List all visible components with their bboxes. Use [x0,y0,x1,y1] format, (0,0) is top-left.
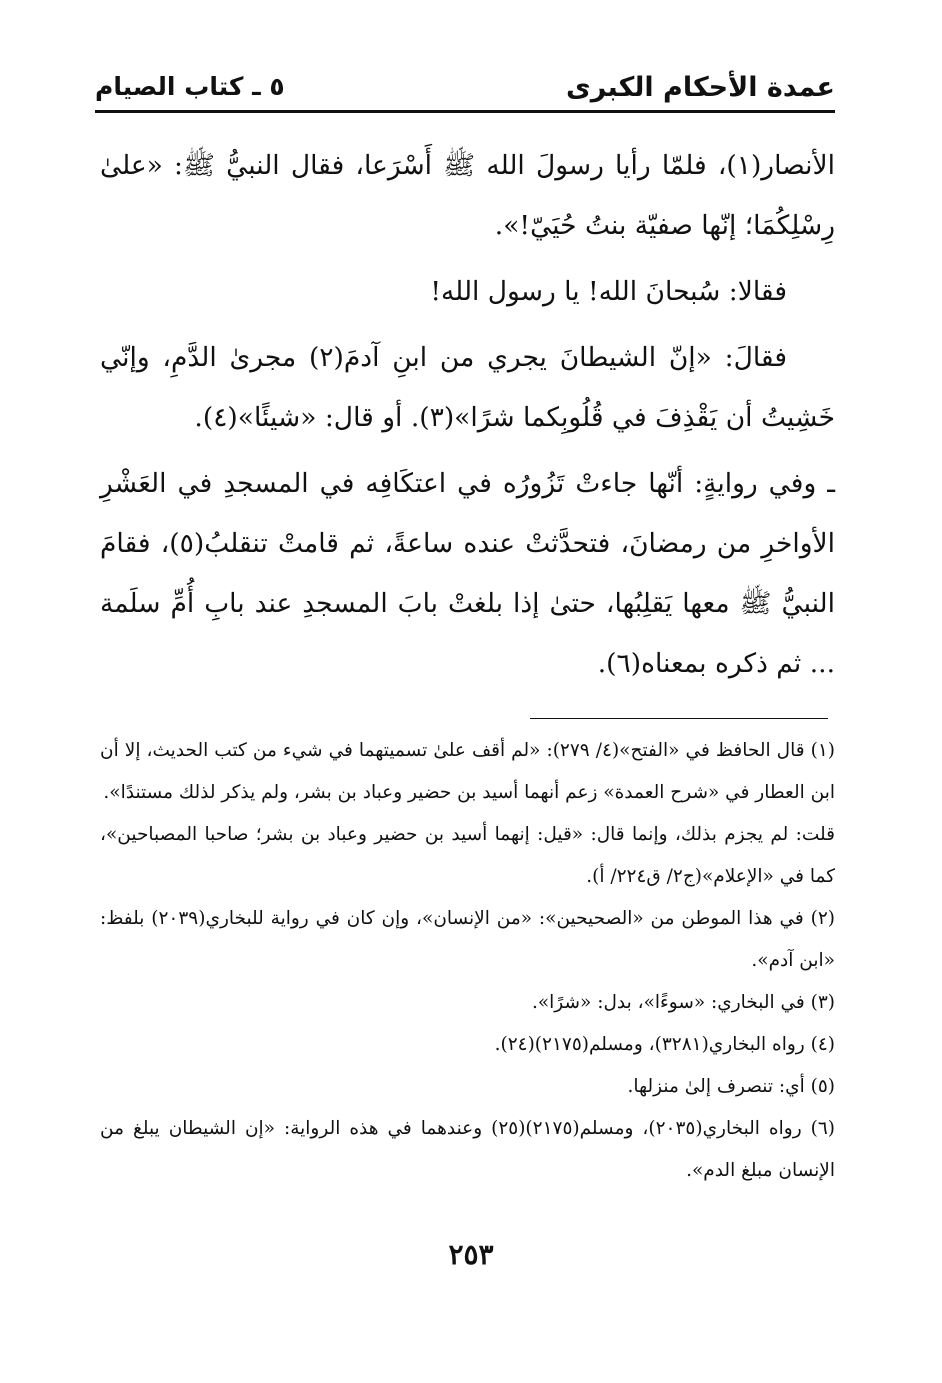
footnote-1-comment: قلت: لم يجزم بذلك، وإنما قال: «قيل: إنهما أسيد بن حضير وعباد بن بشر؛ صاحبا المصباحين»، كما في «الإعلام»(ج٢/ ق٢٢٤/ أ). [100,824,835,887]
paragraph-3: فقالَ: «إنّ الشيطانَ يجري من ابنِ آدمَ(٢) مجرىٰ الدَّمِ، وإنّي خَشِيتُ أن يَقْذِفَ في قُلُوبِكما شرًا»(٣). أو قال: «شيئًا»(٤). [100,342,835,433]
chapter-title: ٥ ـ كتاب الصيام [95,72,285,101]
footnotes [100,730,835,1192]
page-header [95,72,835,113]
book-title: عمدة الأحكام الكبرى [566,72,835,103]
footnote-5: (٥) أي: تنصرف إلىٰ منزلها. [627,1076,835,1097]
main-text [100,136,835,700]
footnote-3: (٣) في البخاري: «سوءًا»، بدل: «شرًا». [531,992,835,1013]
paragraph-4: ـ وفي روايةٍ: أنّها جاءتْ تَزُورُه في اعتكَافِه في المسجدِ في العَشْرِ الأواخرِ من رمضانَ، فتحدَّثتْ عنده ساعةً، ثم قامتْ تنقلبُ(٥)، فقامَ النبيُّ ﷺ معها يَقلِبُها، حتىٰ إذا بلغتْ بابَ المسجدِ عند بابِ أُمِّ سلَمة ... ثم ذكره بمعناه(٦). [100,468,835,679]
footnote-1: (١) قال الحافظ في «الفتح»(٤/ ٢٧٩): «لم أقف علىٰ تسميتهما في شيء من كتب الحديث، إلا أن ابن العطار في «شرح العمدة» زعم أنهما أسيد بن حضير وعباد بن بشر، ولم يذكر لذلك مستندًا». [100,740,835,803]
footnote-divider [530,718,828,719]
footnote-6: (٦) رواه البخاري(٢٠٣٥)، ومسلم(٢١٧٥)(٢٥) وعندهما في هذه الرواية: «إن الشيطان يبلغ من الإنسان مبلغ الدم». [100,1118,835,1181]
paragraph-2: فقالا: سُبحانَ الله! يا رسول الله! [430,276,787,307]
page-number: ٢٥٣ [448,1238,494,1271]
footnote-2: (٢) في هذا الموطن من «الصحيحين»: «من الإنسان»، وإن كان في رواية للبخاري(٢٠٣٩) بلفظ: «ابن آدم». [100,908,835,971]
paragraph-1: الأنصار(١)، فلمّا رأيا رسولَ الله ﷺ أَسْرَعا، فقال النبيُّ ﷺ: «علىٰ رِسْلِكُمَا؛ إنّها صفيّة بنتُ حُيَيّ!». [100,150,835,241]
footnote-4: (٤) رواه البخاري(٣٢٨١)، ومسلم(٢١٧٥)(٢٤). [494,1034,835,1055]
